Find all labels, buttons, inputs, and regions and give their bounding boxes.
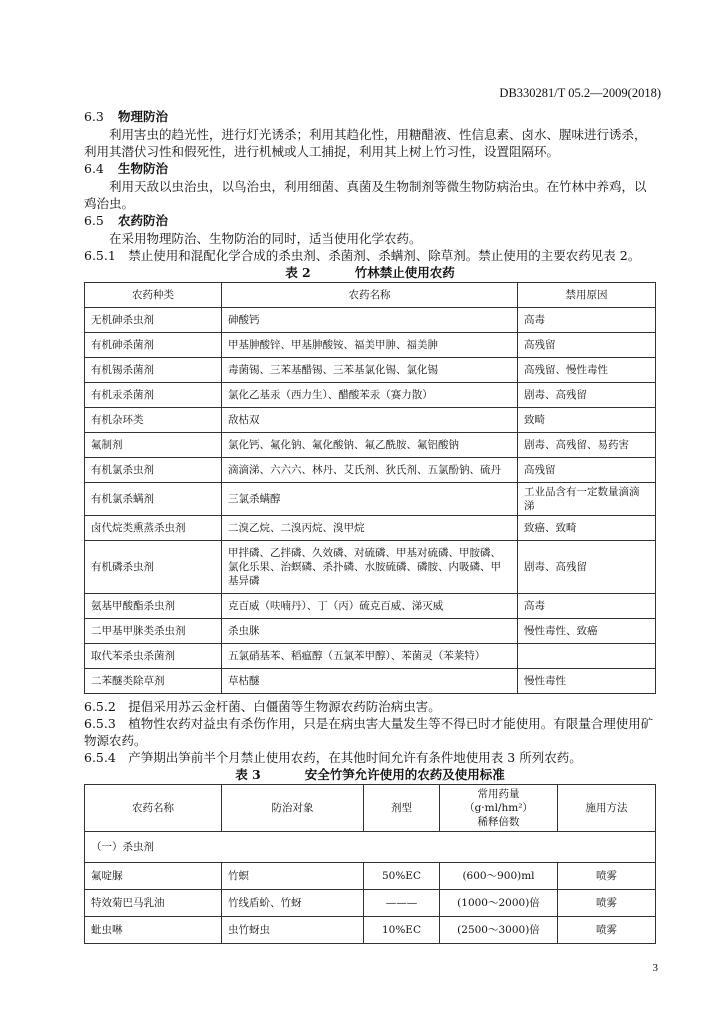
section-6-4-text: 利用天敌以虫治虫，以鸟治虫，利用细菌、真菌及生物制剂等微生物防病治虫。在竹林中养鸡，以鸡治虫。 xyxy=(84,179,647,211)
table-cell: 高毒 xyxy=(518,594,656,619)
table-cell: 有机汞杀菌剂 xyxy=(85,383,222,408)
table-cell: 竹螟 xyxy=(222,863,364,890)
column-header: 农药名称 xyxy=(222,283,518,308)
table-cell: 有机磷杀虫剂 xyxy=(85,541,222,594)
table-row xyxy=(85,333,656,358)
section-6-4-heading xyxy=(84,160,656,178)
table-row xyxy=(85,890,656,917)
column-header: 施用方法 xyxy=(558,785,656,832)
table-cell: 虫竹蚜虫 xyxy=(222,917,364,944)
table-cell: 慢性毒性、致癌 xyxy=(518,619,656,644)
table-cell: 有机砷杀菌剂 xyxy=(85,333,222,358)
column-header xyxy=(440,785,558,832)
column-header: 农药名称 xyxy=(85,785,222,832)
table-row xyxy=(85,516,656,541)
table-cell: 三氯杀螨醇 xyxy=(222,483,518,516)
table-cell: 甲基胂酸锌、甲基胂酸铵、福美甲胂、福美胂 xyxy=(222,333,518,358)
table-cell: 卤代烷类熏蒸杀虫剂 xyxy=(85,516,222,541)
table-cell: 无机砷杀虫剂 xyxy=(85,308,222,333)
table-cell: 有机氯杀虫剂 xyxy=(85,458,222,483)
table-row xyxy=(85,594,656,619)
table-cell: 工业品含有一定数量滴滴涕 xyxy=(518,483,656,516)
table-cell: ——— xyxy=(364,890,440,917)
column-header: 防治对象 xyxy=(222,785,364,832)
table-cell: 剧毒、高残留、易药害 xyxy=(518,433,656,458)
table-cell: 50%EC xyxy=(364,863,440,890)
table-cell: (2500～3000)倍 xyxy=(440,917,558,944)
table-row xyxy=(85,619,656,644)
table-cell: 剧毒、高残留 xyxy=(518,541,656,594)
table-cell: 砷酸钙 xyxy=(222,308,518,333)
table-group-row xyxy=(85,832,656,863)
table-cell: 高毒 xyxy=(518,308,656,333)
table-cell: 滴滴涕、六六六、林丹、艾氏剂、狄氏剂、五氯酚钠、硫丹 xyxy=(222,458,518,483)
table-cell: 有机锡杀菌剂 xyxy=(85,358,222,383)
table-cell: 高残留 xyxy=(518,333,656,358)
clause-6-5-4: 6.5.4 产笋期出笋前半个月禁止使用农药，在其他时间允许有条件地使用表 3 所列农药。 xyxy=(84,750,582,765)
clause-6-5-1: 6.5.1 禁止使用和混配化学合成的杀虫剂、杀菌剂、杀螨剂、除草剂。禁止使用的主要农药见表 2。 xyxy=(84,248,641,263)
table-cell: 二甲基甲脒类杀虫剂 xyxy=(85,619,222,644)
table-cell: 高残留 xyxy=(518,458,656,483)
section-number: 6.5 xyxy=(84,213,104,228)
dilution-header: 稀释倍数 xyxy=(477,816,520,828)
table-cell: 喷雾 xyxy=(558,890,656,917)
table-row xyxy=(85,644,656,669)
table-header-row xyxy=(85,283,656,308)
section-title: 生物防治 xyxy=(118,161,169,176)
table-cell: 有机杂环类 xyxy=(85,408,222,433)
table-cell: 毒菌锡、三苯基醋锡、三苯基氯化锡、氯化锡 xyxy=(222,358,518,383)
table-title: 安全竹笋允许使用的农药及使用标准 xyxy=(304,767,505,782)
table-cell: (600～900)ml xyxy=(440,863,558,890)
table-row xyxy=(85,669,656,694)
table-cell: 氟制剂 xyxy=(85,433,222,458)
table-cell xyxy=(518,644,656,669)
page-number: 3 xyxy=(652,962,658,974)
table-cell: 有机氯杀螨剂 xyxy=(85,483,222,516)
table-2-caption xyxy=(84,264,656,282)
table-title: 竹林禁止使用农药 xyxy=(354,265,455,280)
table-row xyxy=(85,863,656,890)
column-header: 农药种类 xyxy=(85,283,222,308)
section-title: 物理防治 xyxy=(118,109,169,124)
table-cell: 氯化乙基汞（西力生）、醋酸苯汞（赛力散） xyxy=(222,383,518,408)
section-6-3-text: 利用害虫的趋光性，进行灯光诱杀；利用其趋化性，用糖醋液、性信息素、卤水、腥味进行诱杀，利用其潜伏习性和假死性，进行机械或人工捕捉，利用其上树上竹习性，设置阻隔环。 xyxy=(84,127,647,159)
table-cell: 致癌、致畸 xyxy=(518,516,656,541)
allowed-pesticides-table xyxy=(84,784,656,944)
column-header: 剂型 xyxy=(364,785,440,832)
table-cell: 蚍虫啉 xyxy=(85,917,222,944)
table-row xyxy=(85,483,656,516)
table-cell: 竹线盾蚧、竹蚜 xyxy=(222,890,364,917)
table-cell: 喷雾 xyxy=(558,917,656,944)
table-cell: 剧毒、高残留 xyxy=(518,383,656,408)
table-cell: 喷雾 xyxy=(558,863,656,890)
table-cell: 甲拌磷、乙拌磷、久效磷、对硫磷、甲基对硫磷、甲胺磷、氯化乐果、治螟磷、杀扑磷、水胺硫磷、磷胺、内吸磷、甲基异磷 xyxy=(222,541,518,594)
table-cell: 高残留、慢性毒性 xyxy=(518,358,656,383)
table-row xyxy=(85,458,656,483)
table-cell: 慢性毒性 xyxy=(518,669,656,694)
table-number: 表 3 xyxy=(235,767,261,782)
column-header: 禁用原因 xyxy=(518,283,656,308)
table-row xyxy=(85,308,656,333)
table-cell: 氟啶脲 xyxy=(85,863,222,890)
section-6-3-heading xyxy=(84,108,656,126)
group-label: （一）杀虫剂 xyxy=(85,832,656,863)
table-cell: (1000～2000)倍 xyxy=(440,890,558,917)
table-cell: 克百威（呋喃丹）、丁（丙）硫克百威、涕灭威 xyxy=(222,594,518,619)
section-6-5-text: 在采用物理防治、生物防治的同时，适当使用化学农药。 xyxy=(109,231,422,246)
table-header-row xyxy=(85,785,656,832)
table-row xyxy=(85,408,656,433)
table-cell: 致畸 xyxy=(518,408,656,433)
table-cell: 特效菊巴马乳油 xyxy=(85,890,222,917)
table-cell: 杀虫脒 xyxy=(222,619,518,644)
table-cell: 10%EC xyxy=(364,917,440,944)
table-row xyxy=(85,383,656,408)
clause-6-5-3: 6.5.3 植物性农药对益虫有杀伤作用，只是在病虫害大量发生等不得已时才能使用。有限量合理使用矿物源农药。 xyxy=(84,716,654,748)
section-number: 6.3 xyxy=(84,109,104,124)
clause-6-5-2: 6.5.2 提倡采用苏云金杆菌、白僵菌等生物源农药防治病虫害。 xyxy=(84,699,441,714)
table-cell: 敌枯双 xyxy=(222,408,518,433)
table-row xyxy=(85,541,656,594)
document-code: DB330281/T 05.2—2009(2018) xyxy=(499,86,661,100)
document-body xyxy=(84,108,656,944)
section-number: 6.4 xyxy=(84,161,104,176)
table-number: 表 2 xyxy=(285,265,311,280)
section-title: 农药防治 xyxy=(118,213,169,228)
table-cell: 取代苯杀虫杀菌剂 xyxy=(85,644,222,669)
table-cell: 氨基甲酸酯杀虫剂 xyxy=(85,594,222,619)
table-cell: 二苯醚类除草剂 xyxy=(85,669,222,694)
table-row xyxy=(85,358,656,383)
table-row xyxy=(85,917,656,944)
table-cell: 五氯硝基苯、稻瘟醇（五氯苯甲醇）、苯菌灵（苯莱特） xyxy=(222,644,518,669)
table-cell: 草枯醚 xyxy=(222,669,518,694)
table-3-caption xyxy=(84,766,656,784)
section-6-5-heading xyxy=(84,212,656,230)
table-cell: 二溴乙烷、二溴丙烷、溴甲烷 xyxy=(222,516,518,541)
table-cell: 氯化钙、氟化钠、氟化酸钠、氟乙酰胺、氟铝酸钠 xyxy=(222,433,518,458)
dosage-header: 常用药量（g·ml/hm²） xyxy=(464,788,533,814)
table-row xyxy=(85,433,656,458)
banned-pesticides-table xyxy=(84,282,656,694)
